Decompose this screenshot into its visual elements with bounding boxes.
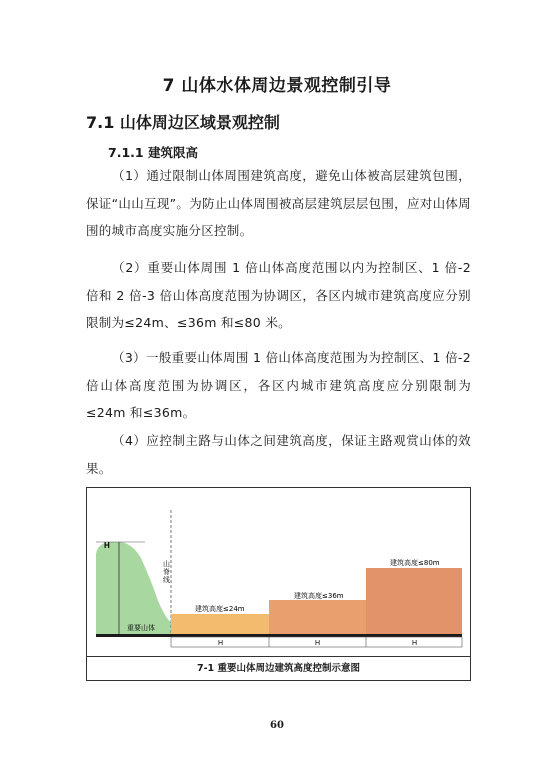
mountain-shape bbox=[96, 542, 171, 634]
paragraph-2: （2）重要山体周围 1 倍山体高度范围以内为控制区、1 倍-2 倍和 2 倍-3 倍山体高度范围为协调区，各区内城市建筑高度应分别限制为≤24m、≤36m 和≤80 米。 bbox=[86, 260, 471, 330]
paragraph-1: （1）通过限制山体周围建筑高度，避免山体被高层建筑包围，保证“山山互现”。为防止山体周围被高层建筑层层包围，应对山体周围的城市高度实施分区控制。 bbox=[86, 168, 471, 238]
height-control-diagram bbox=[87, 488, 472, 658]
ridgeline-char-2: 脊 bbox=[163, 568, 170, 576]
chapter-title: 7 山体水体周边景观控制引导 bbox=[162, 76, 392, 96]
ridgeline-char-3: 线 bbox=[163, 576, 170, 584]
figure-caption: 7-1 重要山体周边建筑高度控制示意图 bbox=[87, 656, 470, 680]
mountain-label: 重要山体 bbox=[127, 624, 155, 632]
section-title: 7.1 山体周边区域景观控制 bbox=[86, 113, 280, 132]
zone-36m-bar bbox=[269, 600, 366, 634]
paragraph-3: （3）一般重要山体周围 1 倍山体高度范围为为控制区、1 倍-2 倍山体高度范围为协调区，各区内城市建筑高度应分别限制为≤24m 和≤36m。 bbox=[86, 350, 471, 420]
zone-24m-bar bbox=[171, 614, 269, 634]
dimension-label-3: H bbox=[412, 640, 418, 647]
figure-frame bbox=[86, 487, 471, 681]
zone-80m-bar bbox=[366, 568, 462, 634]
ground-line bbox=[96, 634, 462, 637]
dimension-label-2: H bbox=[315, 640, 321, 647]
zone-24m-label: 建筑高度≤24m bbox=[195, 605, 245, 613]
paragraph-4: （4）应控制主路与山体之间建筑高度，保证主路观赏山体的效果。 bbox=[86, 433, 471, 476]
dimension-label-1: H bbox=[218, 640, 224, 647]
ridgeline-char-1: 山 bbox=[163, 560, 170, 568]
mountain-height-label: H bbox=[104, 541, 110, 550]
page-number: 60 bbox=[270, 720, 284, 731]
zone-80m-label: 建筑高度≤80m bbox=[390, 559, 440, 567]
subsection-title: 7.1.1 建筑限高 bbox=[108, 145, 198, 160]
zone-36m-label: 建筑高度≤36m bbox=[294, 592, 344, 600]
